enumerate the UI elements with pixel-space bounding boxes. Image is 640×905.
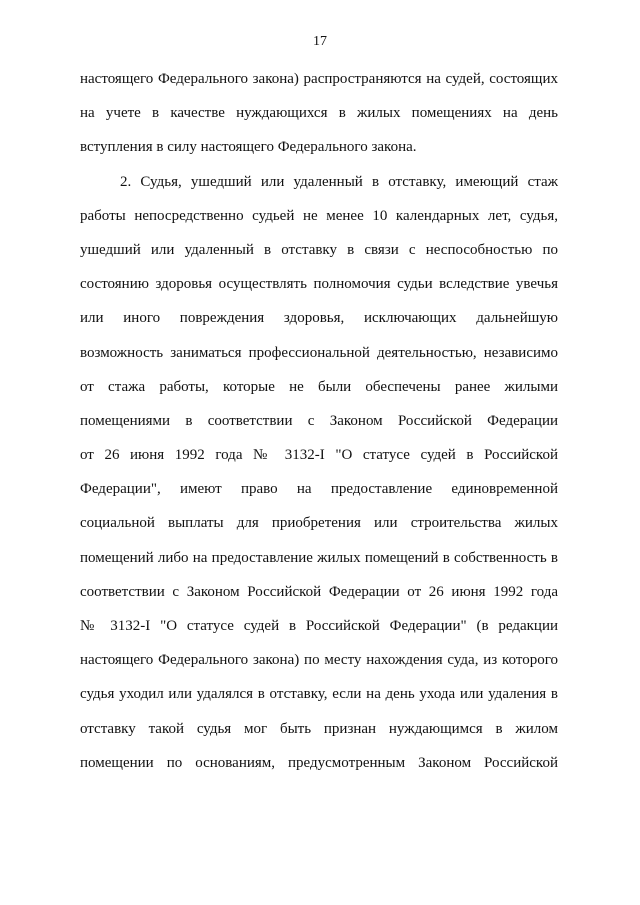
text-line: 2. Судья, ушедший или удаленный в отставку, имеющий стаж [120, 173, 558, 190]
text-line: вступления в силу настоящего Федерального закона. [80, 139, 417, 156]
text-line: настоящего Федерального закона) распространяются на судей, состоящих [80, 71, 558, 87]
text-line: помещении по основаниям, предусмотренным Законом Российской [80, 754, 558, 771]
text-line: возможность заниматься профессиональной деятельностью, независимо [80, 344, 558, 361]
text-line: Федерации", имеют право на предоставление единовременной [80, 481, 558, 498]
text-line: от стажа работы, которые не были обеспечены ранее жилыми [80, 378, 558, 395]
text-line: работы непосредственно судьей не менее 10 календарных лет, судья, [80, 207, 558, 224]
text-line: отставку такой судья мог быть признан нуждающимся в жилом [80, 720, 558, 737]
text-line: состоянию здоровья осуществлять полномочия судьи вследствие увечья [80, 276, 558, 293]
text-line: судья уходил или удалялся в отставку, если на день ухода или удаления в [80, 686, 558, 703]
text-line: ушедший или удаленный в отставку в связи с неспособностью по [80, 241, 558, 258]
page-number: 17 [313, 34, 327, 49]
text-line: № 3132-I "О статусе судей в Российской Федерации" (в редакции [80, 618, 558, 634]
text-line: помещений либо на предоставление жилых помещений в собственность в [80, 549, 558, 566]
text-line: на учете в качестве нуждающихся в жилых помещениях на день [80, 105, 558, 122]
text-line: помещениями в соответствии с Законом Российской Федерации [80, 412, 558, 429]
text-line: или иного повреждения здоровья, исключающих дальнейшую [80, 310, 558, 327]
text-line: социальной выплаты для приобретения или строительства жилых [80, 515, 558, 532]
text-line: настоящего Федерального закона) по месту нахождения суда, из которого [80, 652, 558, 669]
text-line: от 26 июня 1992 года № 3132-I "О статусе судей в Российской [80, 447, 558, 464]
document-body [80, 62, 558, 780]
text-line: соответствии с Законом Российской Федерации от 26 июня 1992 года [80, 583, 558, 600]
